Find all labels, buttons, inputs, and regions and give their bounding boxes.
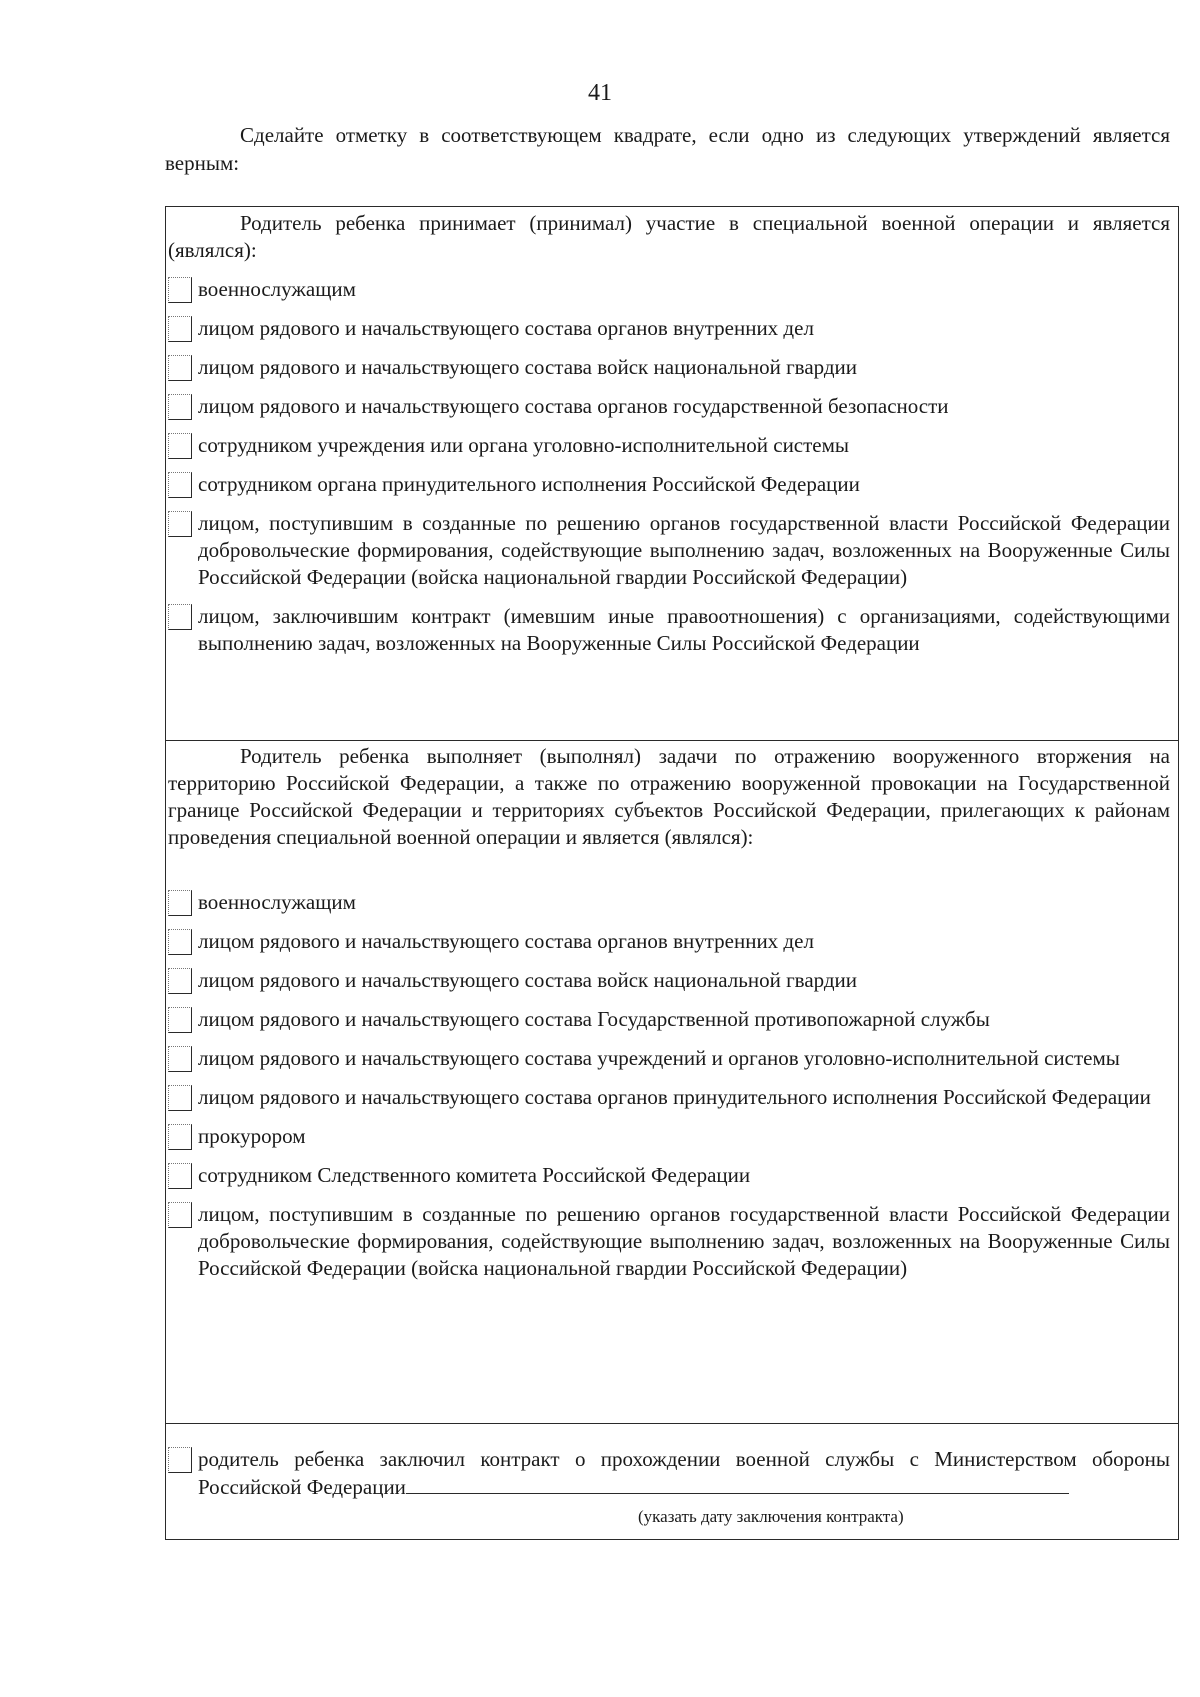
- s1-option-national-guard: [168, 354, 1170, 381]
- section1-intro: Родитель ребенка принимает (принимал) участие в специальной военной операции и является (являлся):: [168, 211, 1170, 262]
- section-svo-participation: [166, 207, 1178, 740]
- s1-option-penitentiary: [168, 432, 1170, 459]
- checkbox[interactable]: [168, 355, 192, 381]
- checkbox[interactable]: [168, 511, 192, 537]
- contract-date-hint: (указать дату заключения контракта): [638, 1507, 904, 1526]
- option-label: лицом, поступившим в созданные по решению органов государственной власти Российской Федерации добровольческие формирования, содействующие выполнению задач, возложенных на Вооруженные Силы Российской Федерации (войска национальной гвардии Российской Федерации): [198, 511, 1170, 589]
- checkbox[interactable]: [168, 1085, 192, 1111]
- s2-option-penitentiary: [168, 1045, 1170, 1072]
- checkbox[interactable]: [168, 316, 192, 342]
- option-label: лицом рядового и начальствующего состава органов принудительного исполнения Российской Федерации: [198, 1085, 1151, 1109]
- s2-option-volunteer: [168, 1201, 1170, 1282]
- checkbox[interactable]: [168, 394, 192, 420]
- checkbox[interactable]: [168, 1447, 192, 1473]
- option-label: лицом рядового и начальствующего состава Государственной противопожарной службы: [198, 1007, 990, 1031]
- s2-option-investigative-committee: [168, 1162, 1170, 1189]
- s1-option-enforcement: [168, 471, 1170, 498]
- option-label: лицом рядового и начальствующего состава органов внутренних дел: [198, 929, 814, 953]
- s1-option-volunteer: [168, 510, 1170, 591]
- checkbox[interactable]: [168, 1007, 192, 1033]
- s3-option-mod-contract: [168, 1446, 1170, 1501]
- s1-option-state-security: [168, 393, 1170, 420]
- s2-option-prosecutor: [168, 1123, 1170, 1150]
- option-label: лицом рядового и начальствующего состава учреждений и органов уголовно-исполнительной системы: [198, 1046, 1120, 1070]
- option-label: лицом рядового и начальствующего состава органов государственной безопасности: [198, 394, 949, 418]
- checkbox[interactable]: [168, 472, 192, 498]
- section2-intro: Родитель ребенка выполняет (выполнял) задачи по отражению вооруженного вторжения на территорию Российской Федерации, а также по отражению вооруженной провокации на Государственной границе Российской Федерации и территориях субъектов Российской Федерации, прилегающих к районам проведения специальной военной операции и является (являлся):: [168, 744, 1170, 849]
- contract-date-field[interactable]: [406, 1473, 1069, 1494]
- checkbox[interactable]: [168, 968, 192, 994]
- page-number: 41: [588, 80, 612, 106]
- option-label: военнослужащим: [198, 277, 356, 301]
- option-label: лицом рядового и начальствующего состава войск национальной гвардии: [198, 355, 858, 379]
- option-label: лицом рядового и начальствующего состава органов внутренних дел: [198, 316, 814, 340]
- section-mod-contract: [166, 1423, 1178, 1539]
- section-border-defense: [166, 740, 1178, 1423]
- option-label: сотрудником Следственного комитета Российской Федерации: [198, 1163, 751, 1187]
- checkbox[interactable]: [168, 604, 192, 630]
- s2-option-enforcement: [168, 1084, 1170, 1111]
- checkbox[interactable]: [168, 1202, 192, 1228]
- s1-option-military: [168, 276, 1170, 303]
- option-label: лицом, заключившим контракт (имевшим иные правоотношения) с организациями, содействующими выполнению задач, возложенных на Вооруженные Силы Российской Федерации: [198, 604, 1170, 655]
- option-label: сотрудником учреждения или органа уголовно-исполнительной системы: [198, 433, 850, 457]
- s2-option-internal-affairs: [168, 928, 1170, 955]
- instruction-text: Сделайте отметку в соответствующем квадрате, если одно из следующих утверждений является верным:: [165, 123, 1170, 175]
- checkbox[interactable]: [168, 1046, 192, 1072]
- option-label: лицом, поступившим в созданные по решению органов государственной власти Российской Федерации добровольческие формирования, содействующие выполнению задач, возложенных на Вооруженные Силы Российской Федерации (войска национальной гвардии Российской Федерации): [198, 1202, 1170, 1280]
- s2-option-national-guard: [168, 967, 1170, 994]
- option-label: военнослужащим: [198, 890, 356, 914]
- option-label: лицом рядового и начальствующего состава войск национальной гвардии: [198, 968, 858, 992]
- form-frame: [165, 206, 1179, 1540]
- option-label: прокурором: [198, 1124, 306, 1148]
- s1-option-contract-org: [168, 603, 1170, 657]
- checkbox[interactable]: [168, 929, 192, 955]
- s2-option-military: [168, 889, 1170, 916]
- checkbox[interactable]: [168, 1124, 192, 1150]
- checkbox[interactable]: [168, 277, 192, 303]
- s2-option-fire-service: [168, 1006, 1170, 1033]
- checkbox[interactable]: [168, 1163, 192, 1189]
- checkbox[interactable]: [168, 890, 192, 916]
- option-label: сотрудником органа принудительного исполнения Российской Федерации: [198, 472, 860, 496]
- option-label: родитель ребенка заключил контракт о прохождении военной службы с Министерством обороны Российской Федерации: [198, 1447, 1170, 1499]
- s1-option-internal-affairs: [168, 315, 1170, 342]
- checkbox[interactable]: [168, 433, 192, 459]
